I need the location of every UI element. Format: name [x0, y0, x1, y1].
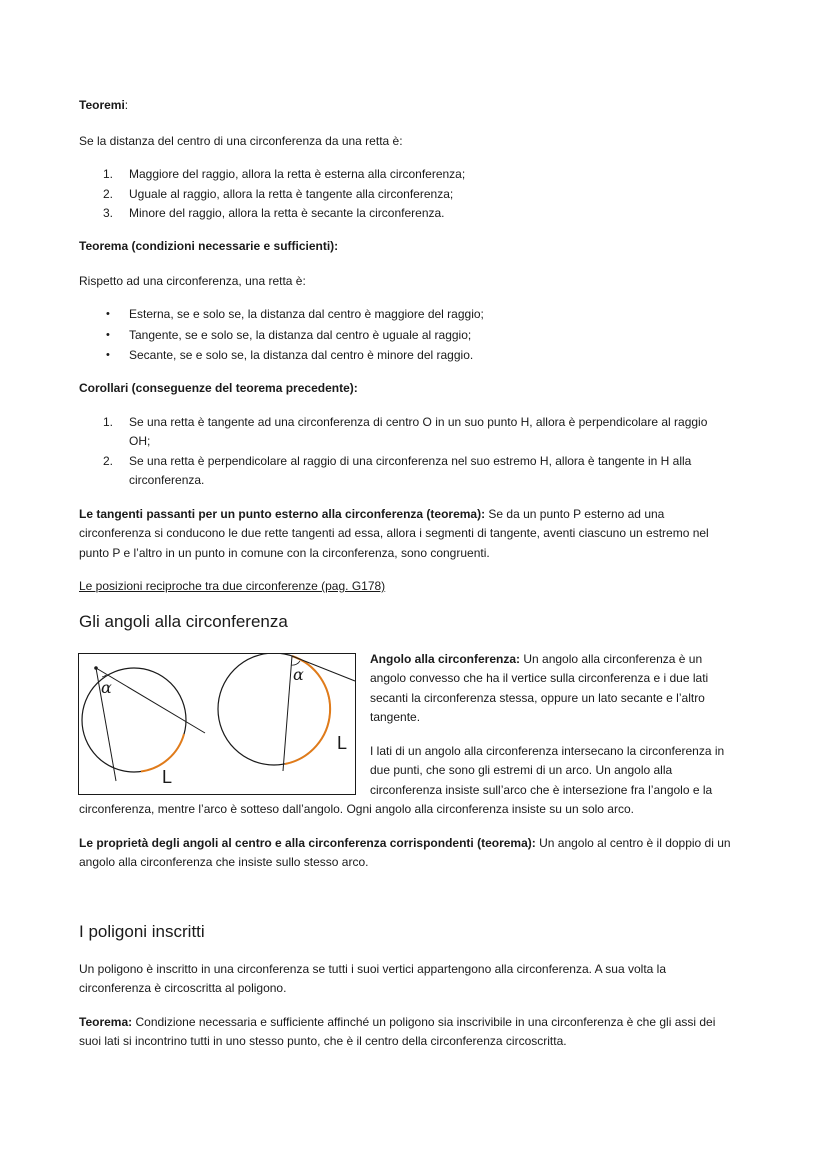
poligoni-teorema-text: Condizione necessaria e sufficiente affinché un poligono sia inscrivibile in una circonferenza è che gli assi dei [132, 1015, 716, 1029]
teoremi-title-line [79, 96, 128, 115]
left-secant-1 [96, 668, 205, 733]
poligoni-teorema-line2: suoi lati si incontrino tutti in uno stesso punto, che è il centro della circonferenza circoscritta. [79, 1034, 567, 1048]
lati-line4: circonferenza, mentre l’arco è sotteso dall’angolo. Ogni angolo alla circonferenza insiste su un solo arco. [79, 802, 634, 816]
poligoni-p1-line1: Un poligono è inscritto in una circonferenza se tutti i suoi vertici appartengono alla circonferenza. A sua volta la [79, 962, 667, 976]
list-item: Secante, se e solo se, la distanza dal centro è minore del raggio. [129, 348, 474, 362]
proprieta-text: Un angolo al centro è il doppio di un [535, 836, 731, 850]
list-item-continuation: OH; [129, 434, 151, 448]
tangenti-line2: circonferenza si conducono le due rette tangenti ad essa, allora i segmenti di tangente, aventi ciascuno un estremo nel [79, 526, 709, 540]
teoremi-colon: : [124, 98, 129, 112]
list-item: Esterna, se e solo se, la distanza dal centro è maggiore del raggio; [129, 307, 484, 321]
bullet-icon: • [106, 349, 110, 361]
poligoni-p1-line2: circonferenza è circoscritta al poligono. [79, 981, 287, 995]
tangenti-line1 [79, 505, 664, 524]
arc-label-left: L [162, 767, 173, 787]
section-heading-poligoni: I poligoni inscritti [79, 922, 205, 941]
alpha-label-left: α [101, 678, 112, 697]
list-item: Uguale al raggio, allora la retta è tangente alla circonferenza; [129, 187, 454, 201]
tangenti-text: Se da un punto P esterno ad una [485, 507, 665, 521]
angolo-def-line4: tangente. [370, 710, 421, 724]
angolo-def-line3: secanti la circonferenza stessa, oppure un lato secante e l’altro [370, 691, 705, 705]
angolo-def-title: Angolo alla circonferenza: [370, 652, 521, 666]
angolo-def-line1 [370, 650, 702, 669]
angolo-def-line2: angolo convesso che ha il vertice sulla circonferenza e i due lati [370, 671, 709, 685]
list-number: 2. [103, 454, 114, 468]
list-number: 3. [103, 206, 114, 220]
teoremi-title: Teoremi [79, 98, 125, 112]
lati-line2: due punti, che sono gli estremi di un arco. Un angolo alla [370, 763, 673, 777]
list-number: 1. [103, 415, 114, 429]
lati-line1: I lati di un angolo alla circonferenza intersecano la circonferenza in [370, 744, 725, 758]
poligoni-teorema-title: Teorema: [79, 1015, 133, 1029]
angolo-def-text: Un angolo alla circonferenza è un [520, 652, 703, 666]
list-item: Se una retta è perpendicolare al raggio di una circonferenza nel suo estremo H, allora è tangente in H alla [129, 454, 692, 468]
right-secant [283, 656, 292, 771]
bullet-icon: • [106, 329, 110, 341]
arc-label-right: L [337, 733, 348, 753]
proprieta-title: Le proprietà degli angoli al centro e alla circonferenza corrispondenti (teorema): [79, 836, 536, 850]
section-heading-angoli: Gli angoli alla circonferenza [79, 612, 288, 631]
list-item: Maggiore del raggio, allora la retta è esterna alla circonferenza; [129, 167, 466, 181]
corollari-title: Corollari (conseguenze del teorema precedente): [79, 381, 358, 395]
list-number: 1. [103, 167, 114, 181]
alpha-label-right: α [293, 665, 304, 684]
teorema-cond-title: Teorema (condizioni necessarie e sufficienti): [79, 239, 339, 253]
teorema-cond-intro: Rispetto ad una circonferenza, una retta è: [79, 274, 306, 288]
poligoni-teorema-line1 [79, 1013, 715, 1032]
list-number: 2. [103, 187, 114, 201]
posizioni-reciproche-link[interactable]: Le posizioni reciproche tra due circonferenze (pag. G178) [79, 579, 386, 593]
list-item: Minore del raggio, allora la retta è secante la circonferenza. [129, 206, 445, 220]
lati-line3: circonferenza insiste sull’arco che è intersezione fra l’angolo e la [370, 783, 713, 797]
bullet-icon: • [106, 308, 110, 320]
list-item: Tangente, se e solo se, la distanza dal centro è uguale al raggio; [129, 328, 472, 342]
teoremi-intro: Se la distanza del centro di una circonferenza da una retta è: [79, 134, 403, 148]
figure-frame [79, 654, 356, 795]
right-arc-l [285, 656, 330, 764]
proprieta-line2: angolo alla circonferenza che insiste sullo stesso arco. [79, 855, 369, 869]
angoli-circonferenza-figure [78, 653, 356, 795]
tangenti-line3: punto P e l’altro in un punto in comune con la circonferenza, sono congruenti. [79, 546, 490, 560]
list-item-continuation: circonferenza. [129, 473, 205, 487]
tangenti-title: Le tangenti passanti per un punto esterno alla circonferenza (teorema): [79, 507, 486, 521]
left-arc-l [141, 734, 184, 772]
proprieta-line1 [79, 834, 731, 853]
list-item: Se una retta è tangente ad una circonferenza di centro O in un suo punto H, allora è perpendicolare al raggio [129, 415, 708, 429]
